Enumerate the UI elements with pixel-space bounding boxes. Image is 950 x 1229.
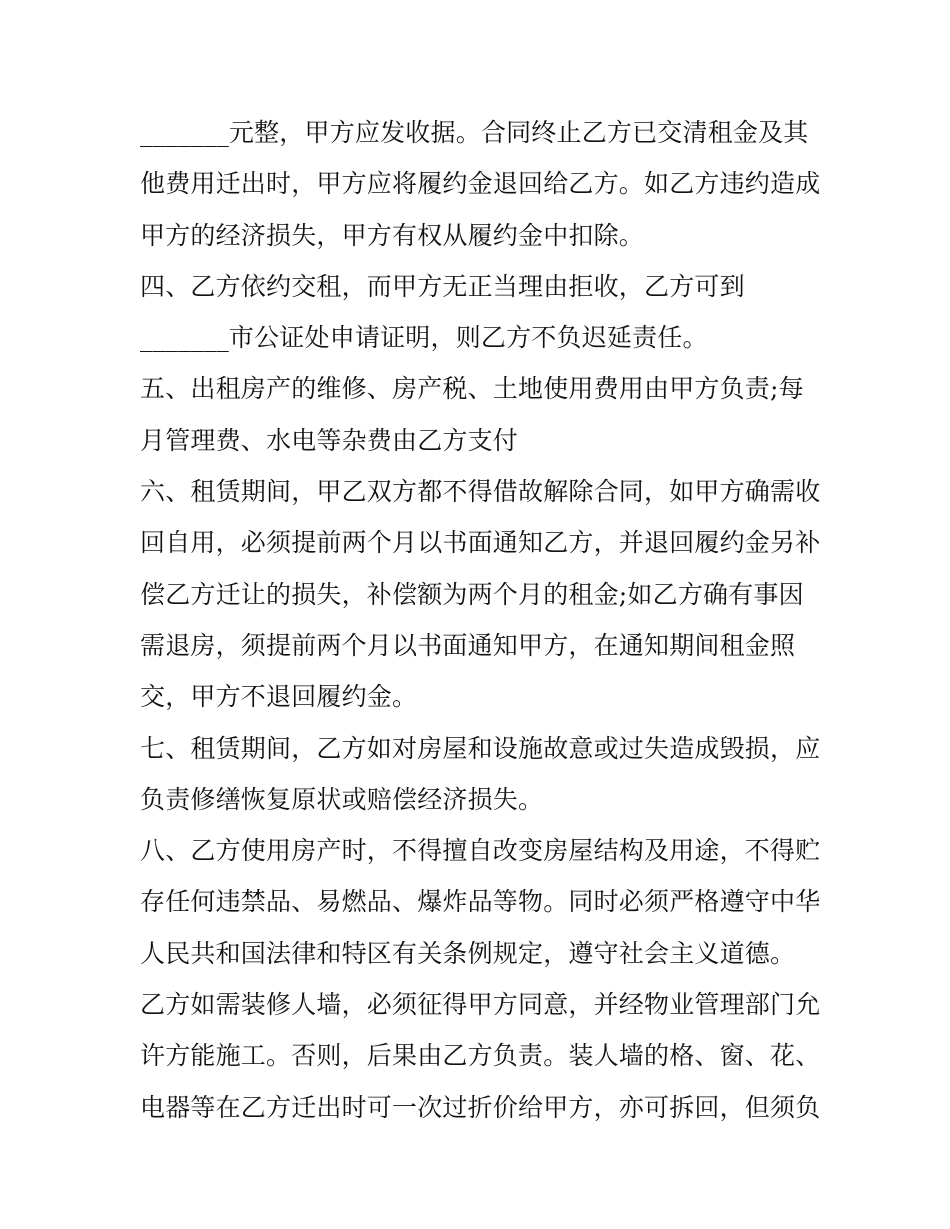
text-line: 电器等在乙方迁出时可一次过折价给甲方，亦可拆回，但须负 — [140, 1092, 821, 1122]
text-line: 许方能施工。否则，后果由乙方负责。装人墙的格、窗、花、 — [140, 1041, 821, 1071]
text-line: 八、乙方使用房产时，不得擅自改变房屋结构及用途，不得贮 — [140, 836, 821, 866]
text-line: 负责修缮恢复原状或赔偿经济损失。 — [140, 784, 544, 814]
text-line: 偿乙方迁让的损失，补偿额为两个月的租金;如乙方确有事因 — [140, 579, 804, 609]
text-line: 甲方的经济损失，甲方有权从履约金中扣除。 — [140, 220, 645, 250]
text-line: 五、出租房产的维修、房产税、土地使用费用由甲方负责;每 — [140, 374, 804, 404]
contract-body-text — [140, 107, 830, 1133]
text-line: 人民共和国法律和特区有关条例规定，遵守社会主义道德。 — [140, 938, 796, 968]
text-line: 四、乙方依约交租，而甲方无正当理由拒收，乙方可到 — [140, 271, 745, 301]
text-line: 回自用，必须提前两个月以书面通知乙方，并退回履约金另补 — [140, 528, 821, 558]
text-line: 七、租赁期间，乙方如对房屋和设施故意或过失造成毁损，应 — [140, 733, 821, 763]
text-line: 他费用迁出时，甲方应将履约金退回给乙方。如乙方违约造成 — [140, 169, 821, 199]
text-line: 需退房，须提前两个月以书面通知甲方，在通知期间租金照 — [140, 630, 796, 660]
text-line: 乙方如需装修人墙，必须征得甲方同意，并经物业管理部门允 — [140, 990, 821, 1020]
text-line: 六、租赁期间，甲乙双方都不得借故解除合同，如甲方确需收 — [140, 477, 821, 507]
text-line: 月管理费、水电等杂费由乙方支付 — [140, 425, 519, 455]
text-line: _______元整，甲方应发收据。合同终止乙方已交清租金及其 — [140, 118, 809, 147]
text-line: 交，甲方不退回履约金。 — [140, 682, 418, 712]
text-line: _______市公证处申请证明，则乙方不负迟延责任。 — [140, 323, 708, 353]
text-line: 存任何违禁品、易燃品、爆炸品等物。同时必须严格遵守中华 — [140, 887, 821, 917]
